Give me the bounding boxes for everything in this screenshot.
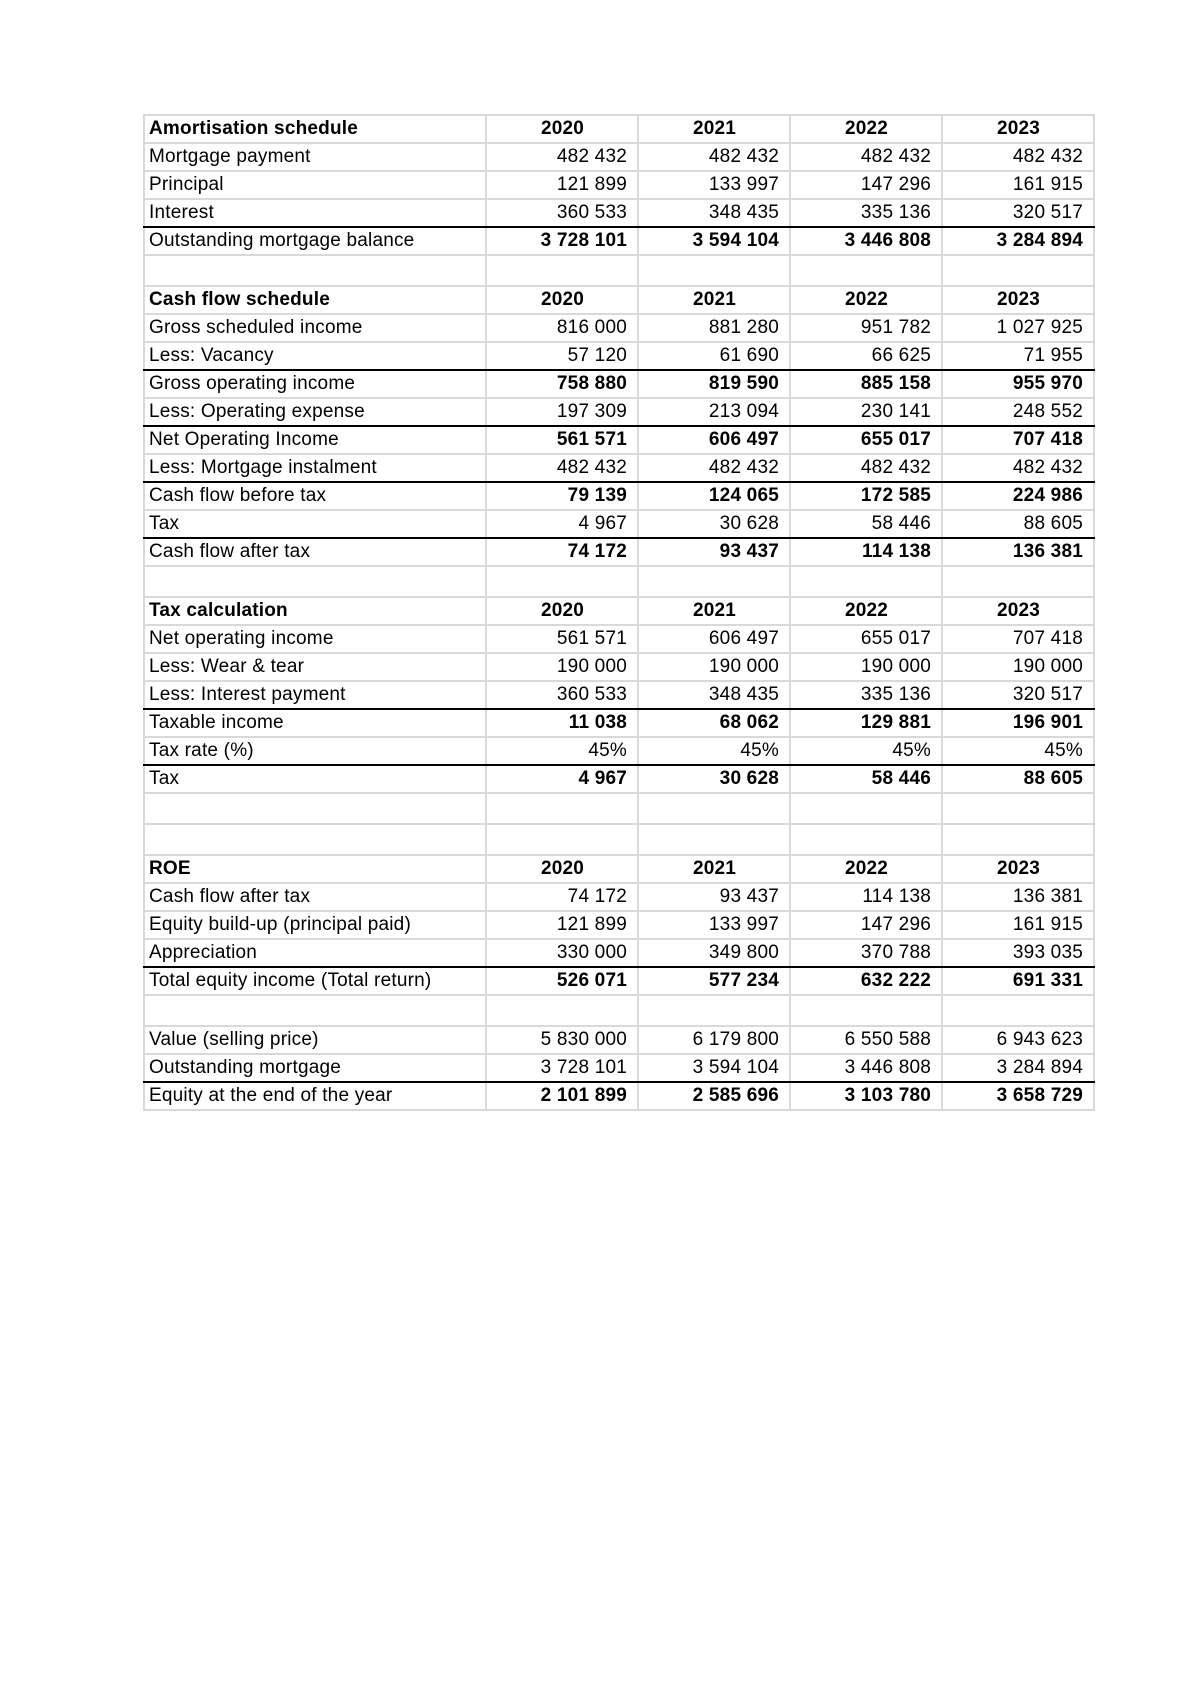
empty-cell: [486, 793, 638, 824]
value-cell: 330 000: [486, 939, 638, 967]
value-cell: 190 000: [638, 653, 790, 681]
value-cell: 213 094: [638, 398, 790, 426]
row-label: Cash flow after tax: [144, 538, 486, 566]
year-header-cell: 2022: [790, 115, 942, 143]
value-cell: 74 172: [486, 538, 638, 566]
value-cell: 561 571: [486, 426, 638, 454]
value-cell: 691 331: [942, 967, 1094, 995]
year-header-cell: 2023: [942, 855, 1094, 883]
table-row: [144, 199, 1094, 227]
value-cell: 816 000: [486, 314, 638, 342]
value-cell: 133 997: [638, 171, 790, 199]
value-cell: 482 432: [790, 454, 942, 482]
value-cell: 57 120: [486, 342, 638, 370]
spacer-row: [144, 824, 1094, 855]
year-header-cell: 2022: [790, 597, 942, 625]
value-cell: 58 446: [790, 510, 942, 538]
empty-cell: [638, 995, 790, 1026]
value-cell: 79 139: [486, 482, 638, 510]
value-cell: 577 234: [638, 967, 790, 995]
value-cell: 348 435: [638, 199, 790, 227]
value-cell: 11 038: [486, 709, 638, 737]
value-cell: 606 497: [638, 625, 790, 653]
year-header-cell: 2022: [790, 855, 942, 883]
value-cell: 2 585 696: [638, 1082, 790, 1110]
value-cell: 707 418: [942, 426, 1094, 454]
value-cell: 197 309: [486, 398, 638, 426]
value-cell: 349 800: [638, 939, 790, 967]
empty-cell: [942, 255, 1094, 286]
total-row: [144, 482, 1094, 510]
value-cell: 2 101 899: [486, 1082, 638, 1110]
value-cell: 360 533: [486, 681, 638, 709]
row-label: Cash flow before tax: [144, 482, 486, 510]
value-cell: 482 432: [486, 454, 638, 482]
empty-cell: [144, 824, 486, 855]
value-cell: 74 172: [486, 883, 638, 911]
empty-cell: [486, 566, 638, 597]
value-cell: 707 418: [942, 625, 1094, 653]
value-cell: 30 628: [638, 510, 790, 538]
value-cell: 758 880: [486, 370, 638, 398]
empty-cell: [638, 255, 790, 286]
value-cell: 951 782: [790, 314, 942, 342]
value-cell: 61 690: [638, 342, 790, 370]
row-label: Total equity income (Total return): [144, 967, 486, 995]
value-cell: 230 141: [790, 398, 942, 426]
empty-cell: [638, 566, 790, 597]
value-cell: 45%: [638, 737, 790, 765]
empty-cell: [144, 566, 486, 597]
value-cell: 3 103 780: [790, 1082, 942, 1110]
row-label: Less: Vacancy: [144, 342, 486, 370]
table-row: [144, 454, 1094, 482]
value-cell: 482 432: [638, 143, 790, 171]
value-cell: 190 000: [790, 653, 942, 681]
value-cell: 819 590: [638, 370, 790, 398]
table-row: [144, 510, 1094, 538]
empty-cell: [790, 255, 942, 286]
value-cell: 3 284 894: [942, 227, 1094, 255]
value-cell: 45%: [790, 737, 942, 765]
value-cell: 147 296: [790, 911, 942, 939]
value-cell: 482 432: [942, 143, 1094, 171]
empty-cell: [144, 793, 486, 824]
section-header-row: [144, 115, 1094, 143]
total-row: [144, 967, 1094, 995]
row-label: Net Operating Income: [144, 426, 486, 454]
empty-cell: [486, 995, 638, 1026]
row-label: Mortgage payment: [144, 143, 486, 171]
empty-cell: [790, 793, 942, 824]
table-row: [144, 737, 1094, 765]
table-row: [144, 1054, 1094, 1082]
value-cell: 393 035: [942, 939, 1094, 967]
value-cell: 136 381: [942, 538, 1094, 566]
value-cell: 45%: [486, 737, 638, 765]
value-cell: 224 986: [942, 482, 1094, 510]
value-cell: 161 915: [942, 171, 1094, 199]
empty-cell: [942, 566, 1094, 597]
value-cell: 6 550 588: [790, 1026, 942, 1054]
value-cell: 335 136: [790, 199, 942, 227]
value-cell: 526 071: [486, 967, 638, 995]
value-cell: 606 497: [638, 426, 790, 454]
value-cell: 885 158: [790, 370, 942, 398]
row-label: Less: Interest payment: [144, 681, 486, 709]
spacer-row: [144, 255, 1094, 286]
total-row: [144, 538, 1094, 566]
value-cell: 3 728 101: [486, 227, 638, 255]
table-row: [144, 398, 1094, 426]
value-cell: 482 432: [942, 454, 1094, 482]
value-cell: 136 381: [942, 883, 1094, 911]
year-header-cell: 2023: [942, 115, 1094, 143]
value-cell: 348 435: [638, 681, 790, 709]
year-header-cell: 2021: [638, 115, 790, 143]
value-cell: 881 280: [638, 314, 790, 342]
empty-cell: [638, 824, 790, 855]
spacer-row: [144, 793, 1094, 824]
row-label: Principal: [144, 171, 486, 199]
value-cell: 4 967: [486, 765, 638, 793]
value-cell: 955 970: [942, 370, 1094, 398]
value-cell: 66 625: [790, 342, 942, 370]
value-cell: 3 728 101: [486, 1054, 638, 1082]
section-header-row: [144, 286, 1094, 314]
value-cell: 248 552: [942, 398, 1094, 426]
row-label: Value (selling price): [144, 1026, 486, 1054]
value-cell: 1 027 925: [942, 314, 1094, 342]
value-cell: 4 967: [486, 510, 638, 538]
value-cell: 320 517: [942, 199, 1094, 227]
year-header-cell: 2020: [486, 286, 638, 314]
table-row: [144, 342, 1094, 370]
empty-cell: [790, 995, 942, 1026]
value-cell: 147 296: [790, 171, 942, 199]
row-label: Appreciation: [144, 939, 486, 967]
table-row: [144, 911, 1094, 939]
value-cell: 632 222: [790, 967, 942, 995]
spreadsheet-table: [143, 114, 1095, 1111]
total-row: [144, 765, 1094, 793]
value-cell: 655 017: [790, 426, 942, 454]
section-title: Amortisation schedule: [144, 115, 486, 143]
value-cell: 3 594 104: [638, 1054, 790, 1082]
year-header-cell: 2021: [638, 855, 790, 883]
value-cell: 320 517: [942, 681, 1094, 709]
row-label: Tax: [144, 510, 486, 538]
value-cell: 3 446 808: [790, 227, 942, 255]
empty-cell: [486, 255, 638, 286]
row-label: Outstanding mortgage balance: [144, 227, 486, 255]
row-label: Less: Mortgage instalment: [144, 454, 486, 482]
empty-cell: [942, 995, 1094, 1026]
value-cell: 114 138: [790, 883, 942, 911]
year-header-cell: 2020: [486, 855, 638, 883]
value-cell: 30 628: [638, 765, 790, 793]
value-cell: 482 432: [790, 143, 942, 171]
value-cell: 3 446 808: [790, 1054, 942, 1082]
value-cell: 6 179 800: [638, 1026, 790, 1054]
row-label: Tax rate (%): [144, 737, 486, 765]
value-cell: 190 000: [942, 653, 1094, 681]
row-label: Less: Wear & tear: [144, 653, 486, 681]
row-label: Equity build-up (principal paid): [144, 911, 486, 939]
value-cell: 121 899: [486, 171, 638, 199]
value-cell: 6 943 623: [942, 1026, 1094, 1054]
empty-cell: [942, 793, 1094, 824]
empty-cell: [144, 995, 486, 1026]
table-row: [144, 939, 1094, 967]
row-label: Gross operating income: [144, 370, 486, 398]
total-row: [144, 1082, 1094, 1110]
value-cell: 129 881: [790, 709, 942, 737]
value-cell: 655 017: [790, 625, 942, 653]
empty-cell: [638, 793, 790, 824]
value-cell: 3 594 104: [638, 227, 790, 255]
section-header-row: [144, 597, 1094, 625]
total-row: [144, 227, 1094, 255]
table-row: [144, 681, 1094, 709]
spreadsheet-body: [144, 115, 1094, 1110]
value-cell: 114 138: [790, 538, 942, 566]
year-header-cell: 2023: [942, 597, 1094, 625]
value-cell: 45%: [942, 737, 1094, 765]
year-header-cell: 2022: [790, 286, 942, 314]
value-cell: 3 284 894: [942, 1054, 1094, 1082]
value-cell: 335 136: [790, 681, 942, 709]
value-cell: 124 065: [638, 482, 790, 510]
table-row: [144, 625, 1094, 653]
year-header-cell: 2020: [486, 115, 638, 143]
table-row: [144, 653, 1094, 681]
value-cell: 3 658 729: [942, 1082, 1094, 1110]
table-row: [144, 1026, 1094, 1054]
value-cell: 561 571: [486, 625, 638, 653]
row-label: Less: Operating expense: [144, 398, 486, 426]
year-header-cell: 2023: [942, 286, 1094, 314]
value-cell: 482 432: [638, 454, 790, 482]
empty-cell: [942, 824, 1094, 855]
row-label: Tax: [144, 765, 486, 793]
value-cell: 71 955: [942, 342, 1094, 370]
value-cell: 88 605: [942, 510, 1094, 538]
value-cell: 190 000: [486, 653, 638, 681]
row-label: Interest: [144, 199, 486, 227]
row-label: Gross scheduled income: [144, 314, 486, 342]
year-header-cell: 2021: [638, 286, 790, 314]
row-label: Taxable income: [144, 709, 486, 737]
value-cell: 196 901: [942, 709, 1094, 737]
empty-cell: [144, 255, 486, 286]
row-label: Equity at the end of the year: [144, 1082, 486, 1110]
empty-cell: [486, 824, 638, 855]
section-title: Tax calculation: [144, 597, 486, 625]
value-cell: 68 062: [638, 709, 790, 737]
spacer-row: [144, 995, 1094, 1026]
value-cell: 93 437: [638, 883, 790, 911]
empty-cell: [790, 566, 942, 597]
value-cell: 93 437: [638, 538, 790, 566]
value-cell: 88 605: [942, 765, 1094, 793]
row-label: Outstanding mortgage: [144, 1054, 486, 1082]
value-cell: 482 432: [486, 143, 638, 171]
table-row: [144, 171, 1094, 199]
section-title: ROE: [144, 855, 486, 883]
value-cell: 5 830 000: [486, 1026, 638, 1054]
value-cell: 121 899: [486, 911, 638, 939]
year-header-cell: 2021: [638, 597, 790, 625]
row-label: Cash flow after tax: [144, 883, 486, 911]
value-cell: 133 997: [638, 911, 790, 939]
section-title: Cash flow schedule: [144, 286, 486, 314]
table-row: [144, 143, 1094, 171]
table-row: [144, 314, 1094, 342]
section-header-row: [144, 855, 1094, 883]
empty-cell: [790, 824, 942, 855]
value-cell: 360 533: [486, 199, 638, 227]
total-row: [144, 370, 1094, 398]
year-header-cell: 2020: [486, 597, 638, 625]
total-row: [144, 709, 1094, 737]
value-cell: 161 915: [942, 911, 1094, 939]
value-cell: 370 788: [790, 939, 942, 967]
total-row: [144, 426, 1094, 454]
row-label: Net operating income: [144, 625, 486, 653]
spacer-row: [144, 566, 1094, 597]
value-cell: 172 585: [790, 482, 942, 510]
table-row: [144, 883, 1094, 911]
value-cell: 58 446: [790, 765, 942, 793]
